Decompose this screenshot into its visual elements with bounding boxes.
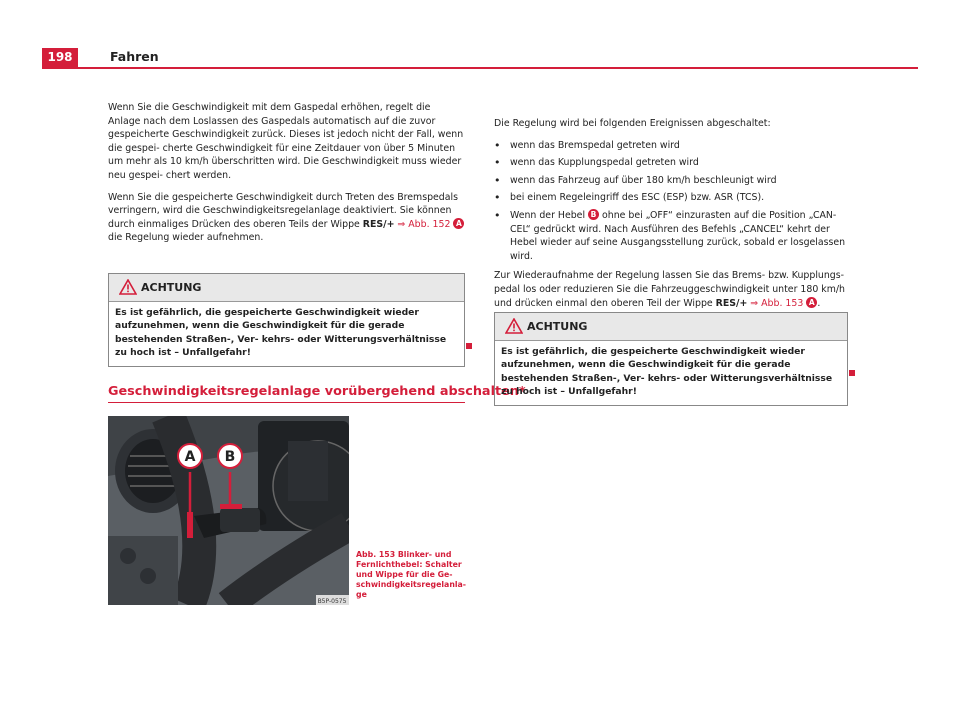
figure-caption: Abb. 153 Blinker- und Fernlichthebel: Schalter und Wippe für die Ge- schwindigkeitsregelanla- ge [356,550,467,599]
warning-text: Es ist gefährlich, die gespeicherte Geschwindigkeit wieder aufzunehmen, wenn die Geschwindigkeit für die gerade bestehenden Straßen-, Ver- kehrs- oder Witterungsverhältnisse zu hoch ist – Unfallgefahr! [501,346,833,398]
res-key-label: RES/+ [715,297,748,309]
figure-steering-lever [108,416,349,605]
section-rule [108,402,465,403]
warning-title: ACHTUNG [141,281,202,294]
left-column-text [108,101,465,253]
right-intro: Die Regelung wird bei folgenden Ereignissen abgeschaltet: [494,118,771,129]
chapter-title: Fahren [110,49,159,64]
warning-text: Es ist gefährlich, die gespeicherte Geschwindigkeit wieder aufzunehmen, wenn die Geschwindigkeit für die gerade bestehenden Straßen-, Ver- kehrs- oder Witterungsverhältnisse zu hoch ist – Unfallgefahr! [115,307,447,359]
end-mark [849,370,855,376]
res-key-label: RES/+ [362,218,395,230]
header-rule [42,67,918,69]
warning-header [109,274,464,302]
page-number: 198 [42,48,78,67]
shutoff-list [494,139,846,264]
callout-b: B [224,449,236,465]
warning-title: ACHTUNG [527,320,588,333]
marker-a-badge: A [806,297,817,308]
image-code: B5P-0575 [317,598,347,605]
lever-illustration [108,416,349,605]
right-column-text [494,117,846,318]
list-item: • wenn das Fahrzeug auf über 180 km/h beschleunigt wird [494,174,846,188]
list-item: • bei einem Regeleingriff des ESC (ESP) bzw. ASR (TCS). [494,191,846,205]
warning-triangle-icon [119,279,137,295]
warning-box-left [108,273,465,367]
end-mark [466,343,472,349]
marker-a-badge: A [453,218,464,229]
bullet5-text: Wenn der Hebel [510,209,589,221]
warning-box-right [494,312,848,406]
list-item: • wenn das Kupplungspedal getreten wird [494,156,846,170]
right-p2-text: Zur Wiederaufnahme der Regelung lassen Sie das Brems- bzw. Kupplungs- pedal los oder reduzieren Sie die Fahrzeuggeschwindigkeit unter 180 km/h und drücken einmal den oberen Teil der Wippe [494,270,845,309]
right-paragraph-2 [494,269,846,310]
list-item [494,209,846,263]
warning-triangle-icon [505,318,523,334]
left-p2-tail: die Regelung wieder aufnehmen. [108,232,264,244]
bullet5-tail: ohne bei „OFF“ einzurasten auf die Position „CAN- CEL“ gedrückt wird. Nach Ausführen des Befehls „CANCEL“ kehrt der Hebel wieder auf seine Ausgangsstellung zurück, sobald er losgelassen wird. [510,209,846,262]
warning-header [495,313,847,341]
callout-a: A [184,449,196,465]
list-item: • wenn das Bremspedal getreten wird [494,139,846,153]
section-heading: Geschwindigkeitsregelanlage vorübergehend abschalten* [108,384,526,399]
figure-reference-link[interactable]: ⇒ Abb. 152 [394,218,451,230]
left-paragraph-1: Wenn Sie die Geschwindigkeit mit dem Gaspedal erhöhen, regelt die Anlage nach dem Loslassen des Gaspedals automatisch auf die zuvor gespeicherte Geschwindigkeit zurück. Dieses ist jedoch nicht der Fall, wenn die gespei- cherte Geschwindigkeit für eine Zeitdauer von über 5 Minuten um mehr als 10 km/h überschritten wird. Die Geschwindigkeit muss wieder neu gespei- chert werden. [108,102,464,181]
right-p2-end: . [817,297,821,309]
left-p2-text: Wenn Sie die gespeicherte Geschwindigkeit durch Treten des Bremspedals verringern, wird die Geschwindigkeitsregelanlage deaktiviert. Sie können durch einmaliges Drücken des oberen Teils der Wippe [108,191,458,230]
left-paragraph-2 [108,191,465,245]
figure-reference-link[interactable]: ⇒ Abb. 153 [747,297,804,309]
marker-b-badge: B [588,209,599,220]
